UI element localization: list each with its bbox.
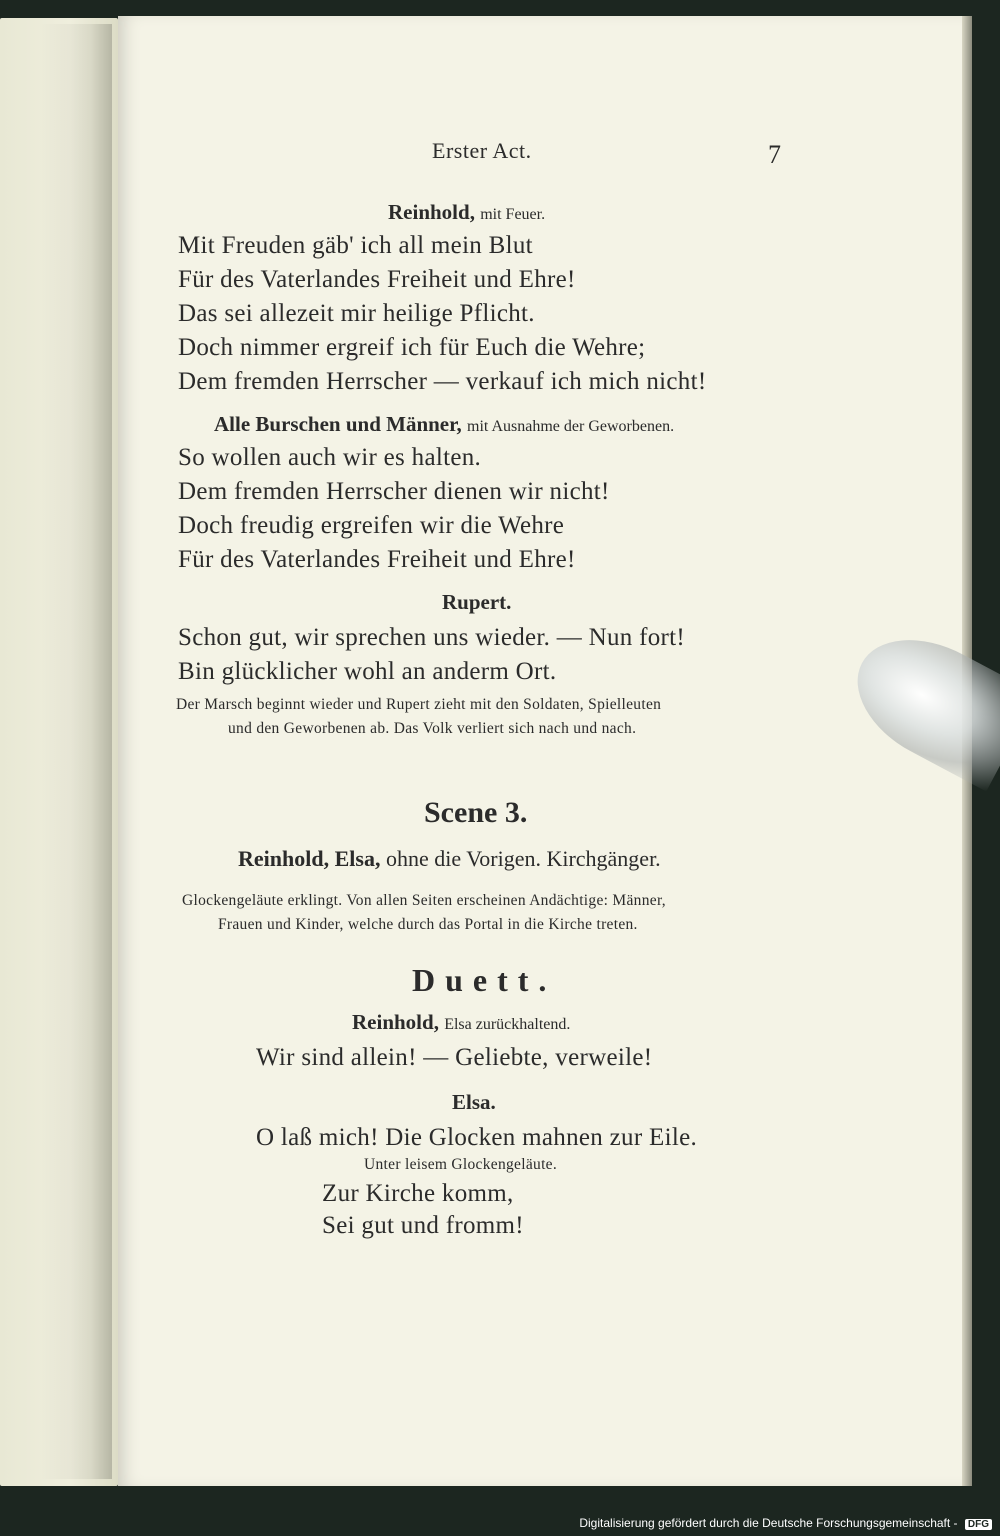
cast-line (238, 846, 661, 872)
credit-text: Digitalisierung gefördert durch die Deutsche Forschungsgemeinschaft - (579, 1516, 958, 1530)
verse-line: Sei gut und fromm! (322, 1212, 524, 1239)
speaker-line (388, 200, 545, 225)
verse-line: Für des Vaterlandes Freiheit und Ehre! (178, 546, 576, 573)
running-header: Erster Act. (432, 138, 532, 163)
verse-line: So wollen auch wir es halten. (178, 444, 482, 471)
cast-rest: ohne die Vorigen. Kirchgänger. (385, 846, 661, 871)
stage-direction: Der Marsch beginnt wieder und Rupert zieht mit den Soldaten, Spielleuten (176, 696, 662, 713)
digitization-credit (579, 1516, 992, 1530)
speaker-name: Reinhold, (352, 1010, 439, 1034)
verse-line: Wir sind allein! — Geliebte, verweile! (256, 1044, 653, 1071)
verse-line: Doch nimmer ergreif ich für Euch die Wehre; (178, 334, 646, 361)
verse-line: Dem fremden Herrscher dienen wir nicht! (178, 478, 610, 505)
speaker-line (214, 412, 674, 437)
verse-line: Zur Kirche komm, (322, 1180, 514, 1207)
scene-title: Scene 3. (424, 796, 528, 829)
dfg-logo: DFG (965, 1519, 992, 1530)
stage-direction: mit Ausnahme der Geworbenen. (467, 418, 675, 435)
verse-line: Für des Vaterlandes Freiheit und Ehre! (178, 266, 576, 293)
verse-line: Doch freudig ergreifen wir die Wehre (178, 512, 565, 539)
page-number: 7 (768, 140, 781, 169)
verse-line: Das sei allezeit mir heilige Pflicht. (178, 300, 535, 327)
speaker-name: Alle Burschen und Männer, (214, 412, 462, 436)
left-page-shadow (40, 24, 112, 1479)
verse-line: Schon gut, wir sprechen uns wieder. — Nun fort! (178, 624, 686, 651)
verse-line: Mit Freuden gäb' ich all mein Blut (178, 232, 533, 259)
speaker-name: Rupert. (442, 590, 512, 614)
verse-line: O laß mich! Die Glocken mahnen zur Eile. (256, 1124, 698, 1151)
stage-direction: Frauen und Kinder, welche durch das Portal in die Kirche treten. (218, 916, 638, 933)
stage-direction: Elsa zurückhaltend. (444, 1016, 571, 1033)
verse-line: Bin glücklicher wohl an anderm Ort. (178, 658, 557, 685)
cast-name: Reinhold, (238, 846, 330, 871)
stage-direction: Glockengeläute erklingt. Von allen Seiten erscheinen Andächtige: Männer, (182, 892, 666, 909)
speaker-name: Elsa. (452, 1090, 496, 1114)
cast-name: Elsa, (334, 846, 381, 871)
stage-direction: mit Feuer. (480, 206, 546, 223)
stage-direction: und den Geworbenen ab. Das Volk verliert sich nach und nach. (228, 720, 637, 737)
verse-line: Dem fremden Herrscher — verkauf ich mich nicht! (178, 368, 707, 395)
speaker-name: Reinhold, (388, 200, 475, 224)
stage-direction: Unter leisem Glockengeläute. (364, 1156, 558, 1173)
duett-title: Duett. (412, 962, 557, 998)
speaker-line (352, 1010, 570, 1035)
